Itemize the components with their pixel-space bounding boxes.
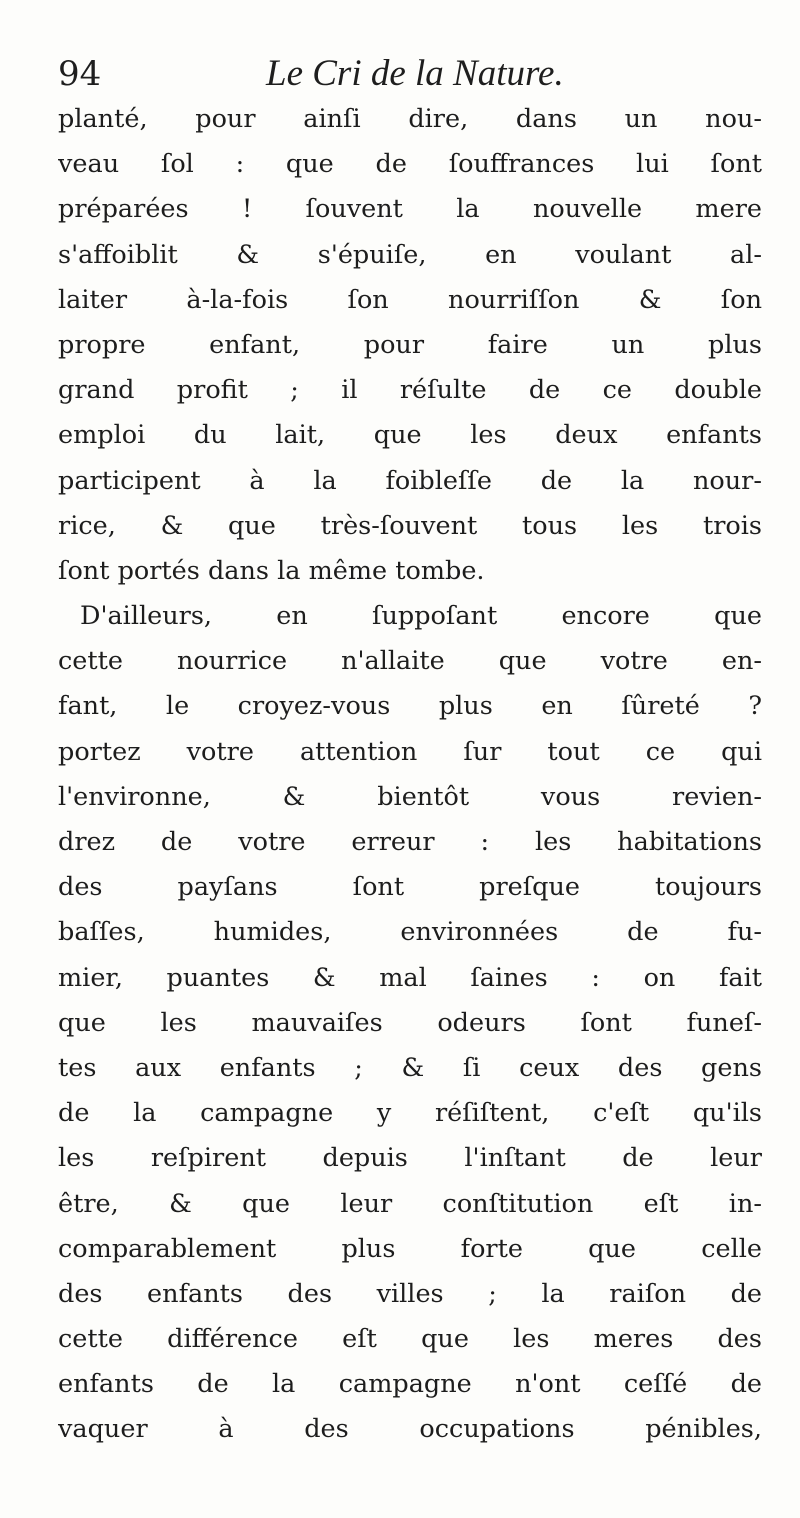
text-line: portez votre attention ſur tout ce qui xyxy=(58,736,762,767)
text-line: enfants de la campagne n'ont ceſſé de xyxy=(58,1369,762,1400)
text-line: grand profit ; il réſulte de ce double xyxy=(58,375,762,406)
text-line: mier, puantes & mal ſaines : on fait xyxy=(58,962,762,993)
page-header xyxy=(58,52,758,96)
text-line: préparées ! ſouvent la nouvelle mere xyxy=(58,194,762,225)
text-line: ſont portés dans la même tombe. xyxy=(58,555,485,586)
text-line: drez de votre erreur : les habitations xyxy=(58,827,762,857)
text-line: que les mauvaiſes odeurs ſont funeſ- xyxy=(58,1007,762,1038)
text-line: être, & que leur conſtitution eſt in- xyxy=(58,1188,762,1219)
body-text xyxy=(58,97,762,1453)
text-line: s'affoiblit & s'épuiſe, en voulant al- xyxy=(58,239,762,270)
text-line: rice, & que très-ſouvent tous les trois xyxy=(58,510,762,541)
text-line: les reſpirent depuis l'inſtant de leur xyxy=(58,1143,762,1174)
text-line: de la campagne y réſiſtent, c'eſt qu'ils xyxy=(58,1098,762,1129)
text-line: l'environne, & bientôt vous revien- xyxy=(58,781,762,812)
text-line: planté, pour ainſi dire, dans un nou- xyxy=(58,104,762,134)
text-line: tes aux enfants ; & ſi ceux des gens xyxy=(58,1052,762,1083)
text-line: veau ſol : que de ſouffrances lui ſont xyxy=(58,149,762,180)
text-line: baſſes, humides, environnées de fu- xyxy=(58,917,762,948)
text-line: propre enfant, pour faire un plus xyxy=(58,329,762,360)
text-line: des enfants des villes ; la raiſon de xyxy=(58,1278,762,1309)
text-line: des payſans ſont preſque toujours xyxy=(58,872,762,903)
page-number: 94 xyxy=(58,54,102,94)
text-line: participent à la foibleſſe de la nour- xyxy=(58,465,762,496)
text-line: laiter à-la-fois ſon nourriſſon & ſon xyxy=(58,284,762,315)
text-line: fant, le croyez-vous plus en ſûreté ? xyxy=(58,691,762,722)
text-line: vaquer à des occupations pénibles, xyxy=(58,1414,762,1445)
running-title: Le Cri de la Nature. xyxy=(266,53,564,94)
text-line: comparablement plus forte que celle xyxy=(58,1233,762,1264)
text-line: D'ailleurs, en ſuppoſant encore que xyxy=(80,601,762,632)
text-line: cette nourrice n'allaite que votre en- xyxy=(58,646,762,677)
text-line: cette différence eſt que les meres des xyxy=(58,1324,762,1355)
text-line: emploi du lait, que les deux enfants xyxy=(58,420,762,451)
